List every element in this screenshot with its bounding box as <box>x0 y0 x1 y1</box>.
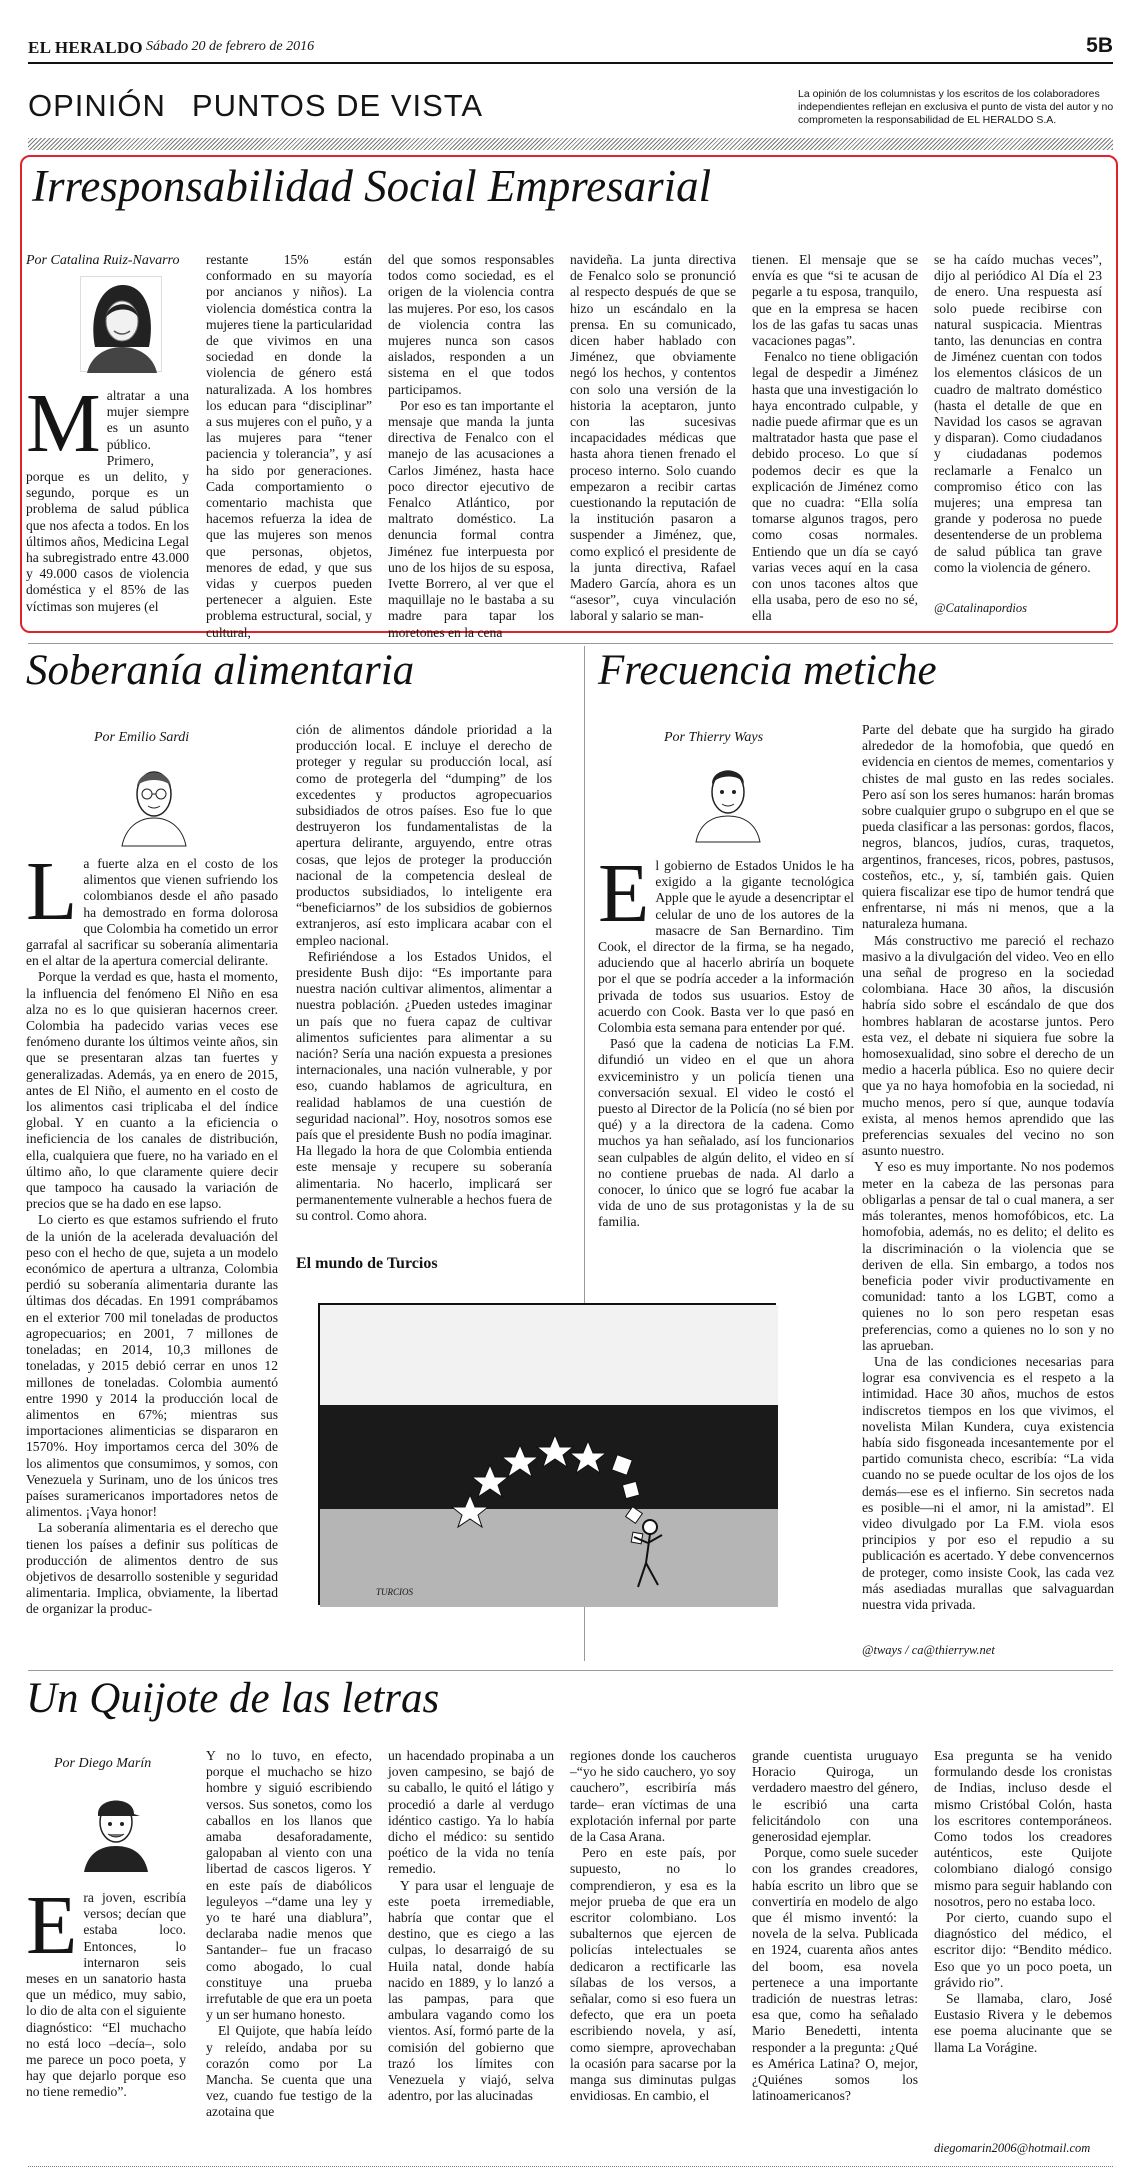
article1-col3-text: del que somos responsables todos como sociedad, es el origen de la violencia contra las mujeres. Por eso, los casos de violencia contra las mujeres nunca son casos aislados, responden a un sistema en el que todos participamos. <box>388 252 554 397</box>
article2-dropcap: L <box>26 845 78 938</box>
article1-col2 <box>206 252 372 640</box>
article1-col5-text: tienen. El mensaje que se envía es que “si te acusan de pegarle a tu esposa, tranquilo, que en la empresa se hacen los de las gafas tu sacas unas vacaciones pagas”. <box>752 252 918 349</box>
article4-col2 <box>206 1748 372 2160</box>
article4-headline: Un Quijote de las letras <box>26 1675 440 1722</box>
article3-col1b-text: Pasó que la cadena de noticias La F.M. difundió un video en el que un ahora exviceministro y un policía tienen una conversación sexual. El video le costó el puesto al Director de la Policía (no sé bien por qué) y a la directora de la cadena. Como muchos ya han señalado, así los funcionarios sean culpables de algún delito, el video en sí no contiene pruebas de nada. Al darlo a conocer, lo único que se logró fue acabar la vida de uno de sus protagonistas y la de su familia. <box>598 1036 854 1230</box>
section-header <box>28 88 483 124</box>
article1-col4-text: navideña. La junta directiva de Fenalco solo se pronunció al respecto después de que se hizo un escándalo en la prensa. En su comunicado, dicen haber hablado con Jiménez, que obviamente negó los hechos, y contentos con solo una versión de la historia la aceptaron, junto con las sucesivas incapacidades médicas que hasta ahora tienen frenado el proceso interno. Solo cuando empezaron a recibir cartas cuestionando la reputación de la institución pasaron a suspender a Jiménez, que, como explicó el presidente de la junta directiva, Rafael Madero García, ahora es un “asesor”, cuya vinculación laboral y salario se man- <box>570 252 736 624</box>
article4-col2-text: Y no lo tuvo, en efecto, porque el muchacho se hizo hombre y siguió escribiendo versos. Sus sonetos, como los caballos en los llanos que amaba desaforadamente, galopaban al viento con una libertad de cascos ligeros. Y en este país de diabólicos leguleyos –“dame una ley y yo te haré una diablura”, declaraba nadie menos que Santander– fue un fracaso como abogado, lo cual constituye una prueba irrefutable de que era un poeta y un ser humano honesto. <box>206 1748 372 2023</box>
article4-col6c-text: Se llamaba, claro, José Eustasio Rivera y le debemos ese poema alucinante que se llama La Vorágine. <box>934 1991 1112 2055</box>
footer-rule <box>28 2166 1113 2168</box>
article1-headline: Irresponsabilidad Social Empresarial <box>32 161 712 211</box>
article4-byline: Por Diego Marín <box>54 1756 152 1771</box>
article2-col1-text: a fuerte alza en el costo de los alimentos que vienen sufriendo los colombianos desde el año pasado ha demostrado en forma dolorosa que Colombia ha cometido un error garrafal al sacrificar su soberanía alimentaria en el altar de la apertura comercial delirante. <box>26 856 278 969</box>
section-title: OPINIÓN <box>28 88 166 123</box>
article4-col4 <box>570 1748 736 2160</box>
article4-col5-text: grande cuentista uruguayo Horacio Quiroga, un verdadero maestro del género, le escribió una carta felicitándolo con una generosidad ejemplar. <box>752 1748 918 1845</box>
article2-col2 <box>296 722 552 1234</box>
man-cap-portrait-icon <box>76 1784 156 1872</box>
article2-col2-text: ción de alimentos dándole prioridad a la producción local. E incluye el derecho de proteger y regular su producción local, así como de protegerla del “dumping” de los excedentes y productos agropecuarios subsidiados de otros países. Eso fue lo que destruyeron los fundamentalistas de la apertura delirante, arguyendo, entre otras cosas, que lejos de proteger la producción nacional de la competencia desleal de productos subsidiados, lo inteligente era “beneficiarnos” de los subsidios de gobiernos extranjeros, así esto implicara acabar con el empleo nacional. <box>296 722 552 948</box>
article4-dropcap: E <box>26 1879 78 1972</box>
masthead <box>28 34 1113 60</box>
article4-col3b-text: Y para usar el lenguaje de este poeta irremediable, habría que contar que el destino, que es ciego a las culpas, lo desarraigó de su Huila natal, donde había nacido en 1889, y lo lanzó a las pampas, para que ambulara vagando como los vientos. Así, formó parte de la comisión del gobierno que trazó los límites con Venezuela y viajó, selva adentro, por las alucinadas <box>388 1877 554 2104</box>
article4-col4-text: regiones donde los caucheros –“yo he sido cauchero, yo soy cauchero”, escribiría más tarde– eran víctimas de una explotación infernal por parte de la Casa Arana. <box>570 1748 736 1845</box>
article4-col5b-text: Porque, como suele suceder con los grandes creadores, había escrito un libro que se convertiría en modelo de algo que él mismo inventó: la novela de la selva. Publicada en 1924, cuarenta años antes del boom, esa novela pertenece a una importante tradición de nuestras letras: esa que, como ha señalado Mario Benedetti, intenta responder a la pregunta: ¿Qué es América Latina? O, mejor, ¿Quiénes somos los latinoamericanos? <box>752 1845 918 2104</box>
section-disclaimer: La opinión de los columnistas y los escritos de los colaboradores independientes reflejan en exclusiva el punto de vista del autor y no comprometen la responsabilidad de EL HERALDO S.A. <box>798 88 1114 126</box>
row-divider-2 <box>28 1670 1113 1671</box>
article3-headline: Frecuencia metiche <box>598 647 937 694</box>
author-portrait-thierry <box>688 758 768 842</box>
woman-portrait-icon <box>81 277 163 373</box>
article1-col3b-text: Por eso es tan importante el mensaje que manda la junta directiva de Fenalco con el manejo de las acusaciones a Carlos Jiménez, hasta hace poco director ejecutivo de Fenalco Atlántico, por maltrato doméstico. La denuncia formal contra Jiménez fue interpuesta por uno de los hijos de su esposa, Ivette Borrero, al ver que el maquillaje no le bastaba a su madre para tapar los moretones en la cena <box>388 397 554 640</box>
article1-byline: Por Catalina Ruiz-Navarro <box>26 253 180 268</box>
article3-col2c-text: Y eso es muy importante. No nos podemos meter en la cabeza de las personas para obligarlas a pensar de tal o cual manera, a ser más tolerantes, menos homofóbicos, etc. La homofobia, además, no es delito; el delito es la discriminación o la violencia que se deriven de ella. Sin embargo, a todos nos beneficia poder vivir productivamente en comunidad: tanto a los LGBT, como a quienes no lo son pero respetan esas preferencias, como a quienes no lo son y no las aprueban. <box>862 1159 1114 1353</box>
article1-col6 <box>934 252 1102 596</box>
article3-col2 <box>862 722 1114 1640</box>
article4-col5 <box>752 1748 918 2160</box>
article3-col2b-text: Más constructivo me pareció el rechazo masivo a la divulgación del video. Veo en ello una señal de progreso en la sociedad colombiana. Hace 30 años, la discusión habría sido sobre el escándalo de que dos hombres hablaran de acostarse juntos. Pero esta vez, el debate ni siquiera fue sobre la homosexualidad, sino sobre el derecho de un medio a hacerla pública. Eso no quiere decir que ya no haya homofobia en la sociedad, ni mucho menos, pero sí que, aunque todavía exista, al menos hemos aprendido que las preferencias sexuales del vecino no son asunto nuestro. <box>862 932 1114 1159</box>
page-number: 5B <box>1086 34 1113 57</box>
article4-col6 <box>934 1748 1112 2138</box>
article1-dropcap: M <box>26 377 101 470</box>
article4-email: diegomarin2006@hotmail.com <box>934 2141 1091 2155</box>
venezuela-flag-cartoon-icon <box>320 1305 778 1607</box>
article1-col2-text: restante 15% están conformado en su mayoría por ancianos y niños). La violencia doméstica contra la mujeres tiene la particularidad de que vivimos en una sociedad en donde la violencia de género está naturalizada. A los hombres los educan para “disciplinar” a sus mujeres con el puño, y a las mujeres para “tener paciencia y tolerancia”, y así ha sido por generaciones. Cada comportamiento o comentario machista que hacemos refuerza la idea de que las mujeres son menos que personas, objetos, menores de edad, y que sus vidas y cuerpos pueden pertenecer a alguien. Este problema estructural, social, y cultural, <box>206 252 372 640</box>
article2-headline: Soberanía alimentaria <box>26 647 415 694</box>
article1-col4 <box>570 252 736 624</box>
article3-col2d-text: Una de las condiciones necesarias para lograr esa convivencia es el respeto a la intimidad. Hace 30 años, muchos de estos indiscretos tiempos en los que vivimos, el novelista Milan Kundera, cuya existencia había sido fisgoneada incesantemente por el partido comunista checo, escribía: “La vida cuando no se puede ocultar de los ojos de los demás—ese es el infierno. Sin secretos nada es posible—ni el amor, ni la amistad”. El video divulgado por La F.M. viola esos principios y por eso el repudio a su publicación es acertado. Y debe convencernos de proteger, como insiste Cook, las cada vez más asediadas murallas que salvaguardan nuestra vida privada. <box>862 1353 1114 1612</box>
article3-col1-text: l gobierno de Estados Unidos le ha exigido a la gigante tecnológica Apple que le ayude a desencriptar el celular de uno de los autores de la masacre de San Bernardino. Tim Cook, el director de la firma, se ha negado, aduciendo que al hacerlo abriría un boquete por el que se podría acceder a la información privada de todos sus usuarios. Estoy de acuerdo con Cook. Basta ver lo que pasó en Colombia esta semana para entender por qué. <box>598 858 854 1036</box>
article3-twitter: @tways / ca@thierryw.net <box>862 1643 995 1657</box>
article4-col1-text: ra joven, escribía versos; decían que estaba loco. Entonces, lo internaron seis meses en un sanatorio hasta que un médico, muy sabio, lo dio de alta con el siguiente diagnóstico: “El muchacho no está loco –decía–, solo me parece un poco poeta, y hay que dejarlo porque eso no tiene remedio”. <box>26 1890 186 2100</box>
article2-col1b-text: Porque la verdad es que, hasta el momento, la influencia del fenómeno El Niño en esa alza no es lo que quisieran hacernos creer. Colombia ha padecido varias veces ese fenómeno durante los últimos veinte años, sin que se presentaran alzas tan fuertes y generalizadas. Además, ya en enero de 2015, antes de El Niño, el aumento en el costo de los alimentos casi triplicaba el del índice global. Y en cuanto a la eficiencia o ineficiencia de los canales de distribución, ella, cualquiera que fuere, no ha variado en el último año, lo que claramente quiere decir que tampoco ha causado la variación de precios que se ha dado en ese lapso. <box>26 969 278 1212</box>
article1-col5b-text: Fenalco no tiene obligación legal de despedir a Jiménez hasta que una investigación lo haya encontrado culpable, y nadie puede afirmar que es un maltratador hasta que pase el debido proceso. Lo que sí podemos decir es que la explicación de Jiménez como que no cuadra: “Ella solía tomarse algunos tragos, pero como cosas normales. Entiendo que un día se cayó varias veces aquí en la casa con unos tacones altos que ella usaba, pero de eso no sé, ella <box>752 349 918 624</box>
row-divider <box>28 643 1113 644</box>
article4-col3 <box>388 1748 554 2160</box>
masthead-rule <box>28 62 1113 64</box>
article1-col6-text: se ha caído muchas veces”, dijo al periódico Al Día el 23 de enero. Una respuesta así solo puede recibirse con natural suspicacia. Mientras tanto, las denuncias en contra de Jiménez cuentan con todos los elementos clásicos de un cuadro de maltrato doméstico (hasta el detalle de que en Navidad los casos se agravan y disparan). Como ciudadanos y ciudadanas podemos reclamarle a Fenalco un compromiso ético con las mujeres; una empresa tan grande y poderosa no puede desentenderse de un problema de salud pública tan grave como la violencia de género. <box>934 252 1102 575</box>
article3-col2-text: Parte del debate que ha surgido ha girado alrededor de la homofobia, que quedó en evidencia en cientos de memes, comentarios y chistes de mal gusto en las redes sociales. Pero así son los seres humanos: harán bromas sobre cualquier grupo o subgrupo en el que se pueda clasificar a las personas: gordos, flacos, negros, blancos, judíos, curas, traquetos, argentinos, franceses, ricos, pobres, pastusos, costeños, etc., y, sí, también gais. Quien quiera fiscalizar ese tipo de humor tendrá que enfrentarse, ni más ni menos, que a la naturaleza humana. <box>862 722 1114 932</box>
article2-col1d-text: La soberanía alimentaria es el derecho que tienen los países a definir sus políticas de producción de alimentos dentro de sus objetivos de desarrollo sostenible y seguridad alimentaria. Implica, obviamente, la libertad de organizar la produc- <box>26 1520 278 1617</box>
article2-byline: Por Emilio Sardi <box>94 730 190 745</box>
article3-byline: Por Thierry Ways <box>664 730 764 745</box>
hatch-divider <box>28 138 1113 150</box>
article4-col6-text: Esa pregunta se ha venido formulando desde los cronistas de Indias, incluso desde el mismo Cristóbal Colón, hasta los escritores contemporáneos. Como todos los creadores auténticos, este Quijote colombiano dialogó consigo mismo para seguir hablando con nosotros, pero no estaba loco. <box>934 1748 1112 1909</box>
article1-col1 <box>26 377 189 624</box>
article4-col3-text: un hacendado propinaba a un joven campesino, se bajó de su caballo, le quitó el látigo y procedió a darle al verdugo idéntico castigo. Ya lo había dicho el médico: su sentido poético de la vida no tenía remedio. <box>388 1748 554 1877</box>
article2-col2b-text: Refiriéndose a los Estados Unidos, el presidente Bush dijo: “Es importante para nuestra nación cultivar alimentos, alimentar a nuestra población. ¿Pueden ustedes imaginar un país que no fuera capaz de cultivar alimentos suficientes para alimentar a su nación? Sería una nación expuesta a presiones internacionales, una nación vulnerable, y por eso, cuando hablamos de agricultura, en realidad hablamos de una cuestión de seguridad nacional”. Hoy, nosotros somos ese país que el presidente Bush no podía imaginar. Ha llegado la hora de que Colombia entienda este mensaje y recupere su soberanía alimentaria. No hacerlo, implicará ser permanentemente vulnerable a hechos fuera de su control. Como ahora. <box>296 948 552 1224</box>
author-portrait-diego <box>76 1784 156 1872</box>
paper-name: EL HERALDO <box>28 38 143 57</box>
article4-col2b-text: El Quijote, que había leído y releído, andaba por su corazón como por La Mancha. Se cuenta que una vez, cuando fue testigo de la azotaina que <box>206 2023 372 2120</box>
author-portrait-emilio <box>114 758 194 846</box>
author-portrait-catalina <box>80 276 162 372</box>
article2-col1 <box>26 845 278 1776</box>
article1-col3 <box>388 252 554 640</box>
article3-dropcap: E <box>598 847 650 940</box>
cartoon-title: El mundo de Turcios <box>296 1255 438 1272</box>
article3-col1 <box>598 847 854 1248</box>
section-subtitle: PUNTOS DE VISTA <box>191 88 484 123</box>
man-portrait-icon <box>114 758 194 846</box>
article4-col1 <box>26 1879 186 2160</box>
cartoon-panel <box>318 1303 776 1605</box>
article1-col5 <box>752 252 918 624</box>
dateline: Sábado 20 de febrero de 2016 <box>146 39 315 54</box>
article2-col1c-text: Lo cierto es que estamos sufriendo el fruto de la unión de la acelerada devaluación del peso con el hecho de que, sujeta a un modelo económico de apertura a ultranza, Colombia perdió su soberanía alimentaria durante las últimas dos décadas. En 1991 comprábamos en el exterior 700 mil toneladas de productos agropecuarios; en 2001, 7 millones de toneladas; en 2014, 10,3 millones de toneladas, y 2015 debió cerrar en unos 12 millones de toneladas. Colombia aumentó entre 1990 y 2014 la producción local de alimentos en 67%; mientras sus importaciones alimenticias se dispararon en 1570%. Hoy importamos cerca del 30% de los alimentos que consumimos, y somos, con Venezuela y Surinam, uno de los únicos tres países suramericanos importadores netos de alimentos. ¡Vaya honor! <box>26 1212 278 1520</box>
article4-col6b-text: Por cierto, cuando supo el diagnóstico del médico, el escritor dijo: “Bendito médico. Eso que yo un poco poeta, un grávido rio”. <box>934 1910 1112 1990</box>
article1-col1-text: altratar a una mujer siempre es un asunto público. Primero, porque es un delito, y segundo, porque es un problema de salud pública que nos afecta a todos. En los últimos años, Medicina Legal ha subregistrado entre 43.000 y 49.000 casos de violencia doméstica y el 85% de las víctimas son mujeres (el <box>26 388 189 614</box>
cartoon-credit: TURCIOS <box>376 1587 414 1597</box>
article4-col4b-text: Pero en este país, por supuesto, no lo comprendieron, y esa es la mejor prueba de que era un escritor colombiano. Los subalternos que ejercen de policías intelectuales se dedicaron a rectificarle las sílabas de los versos, a señalar, como si eso fuera un defecto, que era un poeta escribiendo novela, y así, como siempre, aprovechaban la ocasión para sacarse por la manga sus diminutas pulgas envidiosas. En cambio, el <box>570 1845 736 2104</box>
man-portrait-icon <box>688 758 768 842</box>
article1-twitter: @Catalinapordios <box>934 601 1027 615</box>
